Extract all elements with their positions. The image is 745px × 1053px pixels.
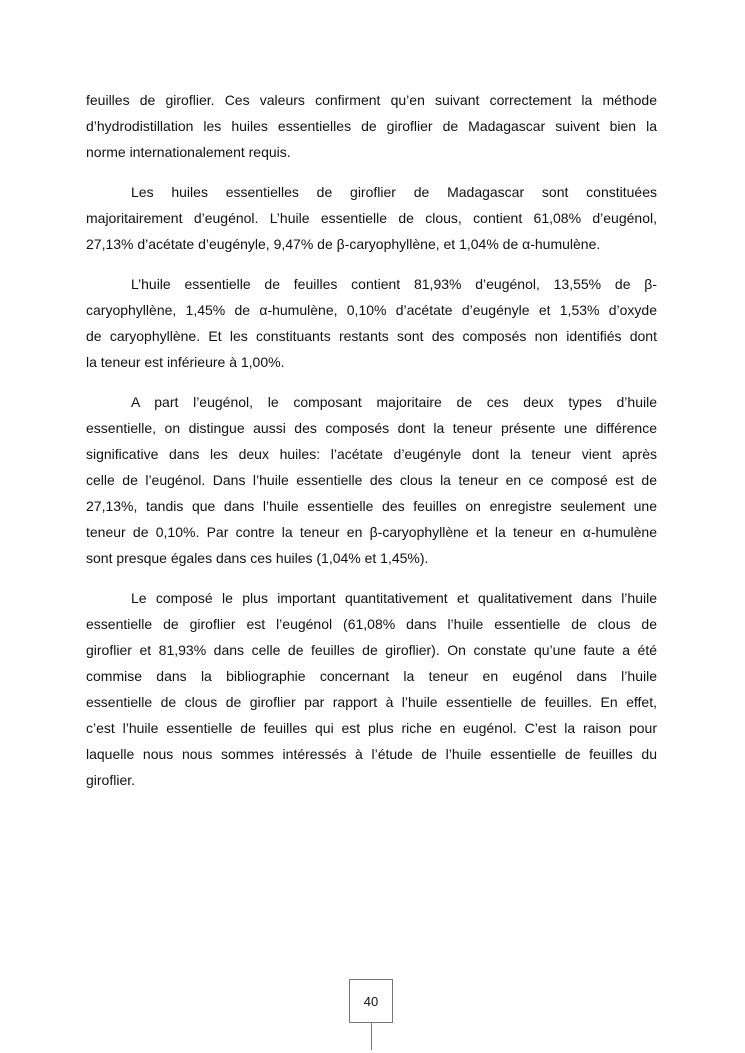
text-line: Les huiles essentielles de giroflier de Madagascar sont constituées xyxy=(131,184,657,200)
text-line: sont presque égales dans ces huiles (1,04% et 1,45%). xyxy=(86,550,429,566)
text-line: la teneur est inférieure à 1,00%. xyxy=(86,354,285,370)
text-line: 27,13% d’acétate d’eugényle, 9,47% de β-caryophyllène, et 1,04% de α-humulène. xyxy=(86,236,601,252)
page-number xyxy=(349,979,393,1023)
paragraph xyxy=(86,87,657,165)
paragraph xyxy=(86,179,657,257)
text-line: significative dans les deux huiles: l’acétate d’eugényle dont la teneur vient après xyxy=(86,446,657,462)
text-line: essentielle de clous de giroflier par rapport à l’huile essentielle de feuilles. En effet, xyxy=(86,694,657,710)
text-line: de caryophyllène. Et les constituants restants sont des composés non identifiés dont xyxy=(86,328,657,344)
text-line: celle de l’eugénol. Dans l’huile essentielle des clous la teneur en ce composé est de xyxy=(86,472,657,488)
paragraph xyxy=(86,389,657,571)
text-line: laquelle nous nous sommes intéressés à l’étude de l’huile essentielle de feuilles du xyxy=(86,746,657,762)
body-text xyxy=(86,87,657,807)
text-line: teneur de 0,10%. Par contre la teneur en β-caryophyllène et la teneur en α-humulène xyxy=(86,524,657,540)
paragraph xyxy=(86,585,657,793)
text-line: essentielle, on distingue aussi des composés dont la teneur présente une différence xyxy=(86,420,657,436)
text-line: essentielle de giroflier est l’eugénol (61,08% dans l’huile essentielle de clous de xyxy=(86,616,657,632)
text-line: Le composé le plus important quantitativement et qualitativement dans l’huile xyxy=(131,590,657,606)
text-line: feuilles de giroflier. Ces valeurs confirment qu’en suivant correctement la méthode xyxy=(86,92,657,108)
text-line: giroflier. xyxy=(86,772,136,788)
text-line: c’est l’huile essentielle de feuilles qui est plus riche en eugénol. C’est la raison pour xyxy=(86,720,657,736)
text-line: 27,13%, tandis que dans l’huile essentielle des feuilles on enregistre seulement une xyxy=(86,498,657,514)
text-line: A part l’eugénol, le composant majoritaire de ces deux types d’huile xyxy=(131,394,657,410)
page-number-label: 40 xyxy=(363,993,379,1009)
text-line: giroflier et 81,93% dans celle de feuilles de giroflier). On constate qu’une faute a été xyxy=(86,642,657,658)
text-line: caryophyllène, 1,45% de α-humulène, 0,10% d’acétate d’eugényle et 1,53% d’oxyde xyxy=(86,302,657,318)
text-line: norme internationalement requis. xyxy=(86,144,291,160)
text-line: L’huile essentielle de feuilles contient 81,93% d’eugénol, 13,55% de β- xyxy=(131,276,657,292)
page-number-rule xyxy=(371,1022,372,1050)
paragraph xyxy=(86,271,657,375)
text-line: majoritairement d’eugénol. L’huile essentielle de clous, contient 61,08% d’eugénol, xyxy=(86,210,657,226)
text-line: commise dans la bibliographie concernant la teneur en eugénol dans l’huile xyxy=(86,668,657,684)
text-line: d’hydrodistillation les huiles essentielles de giroflier de Madagascar suivent bien la xyxy=(86,118,657,134)
